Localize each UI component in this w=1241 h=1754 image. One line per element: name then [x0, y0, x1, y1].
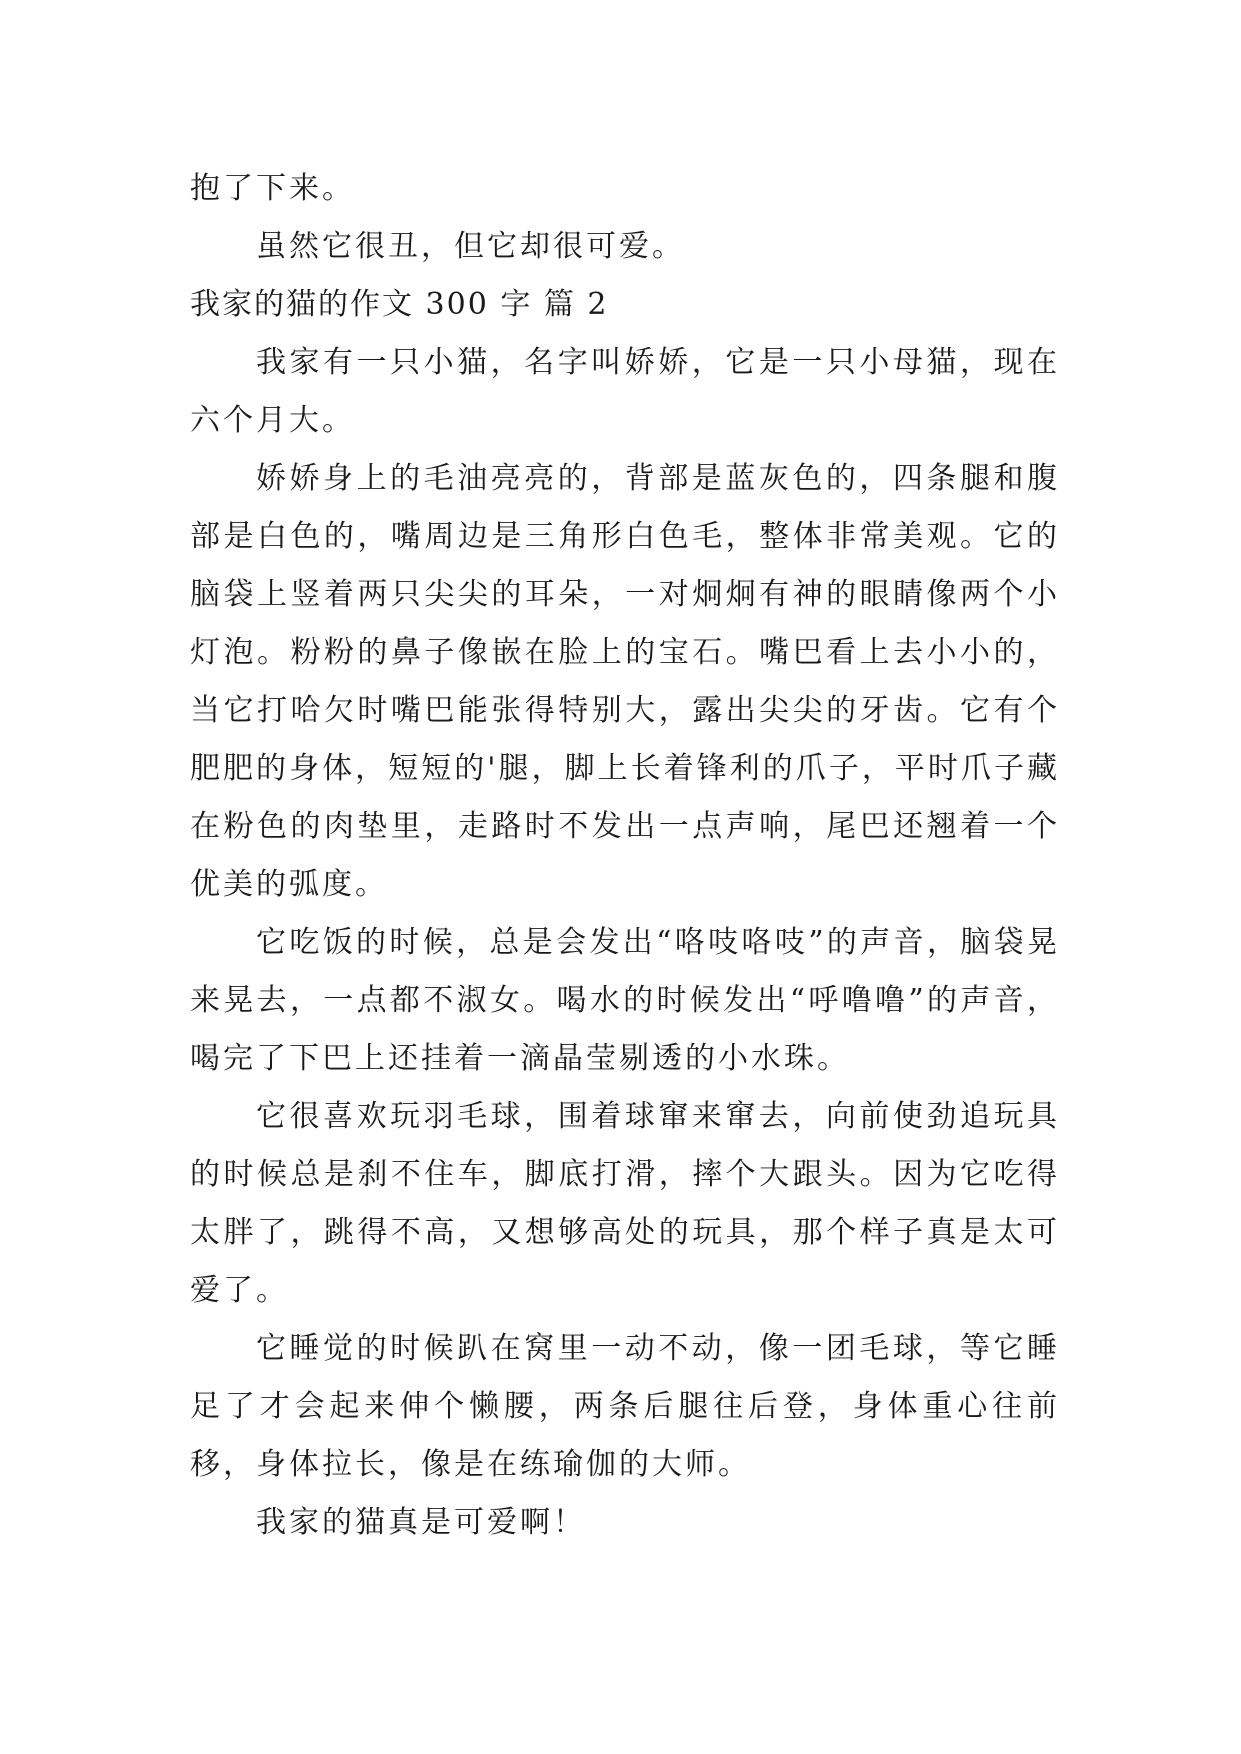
- paragraph-intro: 我家有一只小猫，名字叫娇娇，它是一只小母猫，现在六个月大。: [190, 345, 1060, 438]
- essay-heading: 我家的猫的作文 300 字 篇 2: [190, 287, 609, 322]
- paragraph-playing: 它很喜欢玩羽毛球，围着球窜来窜去，向前使劲追玩具的时候总是刹不住车，脚底打滑，摔个大跟头。因为它吃得太胖了，跳得不高，又想够高处的玩具，那个样子真是太可爱了。: [190, 1099, 1060, 1308]
- paragraph-conclusion: 我家的猫真是可爱啊！: [256, 1505, 586, 1540]
- essay1-closing-paragraph: 虽然它很丑，但它却很可爱。: [256, 229, 685, 264]
- paragraph-eating: 它吃饭的时候，总是会发出“咯吱咯吱”的声音，脑袋晃来晃去，一点都不淑女。喝水的时候发出“呼噜噜”的声音，喝完了下巴上还挂着一滴晶莹剔透的小水珠。: [190, 925, 1060, 1076]
- paragraph-appearance: 娇娇身上的毛油亮亮的，背部是蓝灰色的，四条腿和腹部是白色的，嘴周边是三角形白色毛，整体非常美观。它的脑袋上竖着两只尖尖的耳朵，一对炯炯有神的眼睛像两个小灯泡。粉粉的鼻子像嵌在脸上的宝石。嘴巴看上去小小的，当它打哈欠时嘴巴能张得特别大，露出尖尖的牙齿。它有个肥肥的身体，短短的'腿，脚上长着锋利的爪子，平时爪子藏在粉色的肉垫里，走路时不发出一点声响，尾巴还翘着一个优美的弧度。: [190, 461, 1060, 902]
- continuation-paragraph: 抱了下来。: [190, 171, 355, 206]
- paragraph-sleeping: 它睡觉的时候趴在窝里一动不动，像一团毛球，等它睡足了才会起来伸个懒腰，两条后腿往后登，身体重心往前移，身体拉长，像是在练瑜伽的大师。: [190, 1331, 1060, 1482]
- document-body: [190, 160, 1060, 1552]
